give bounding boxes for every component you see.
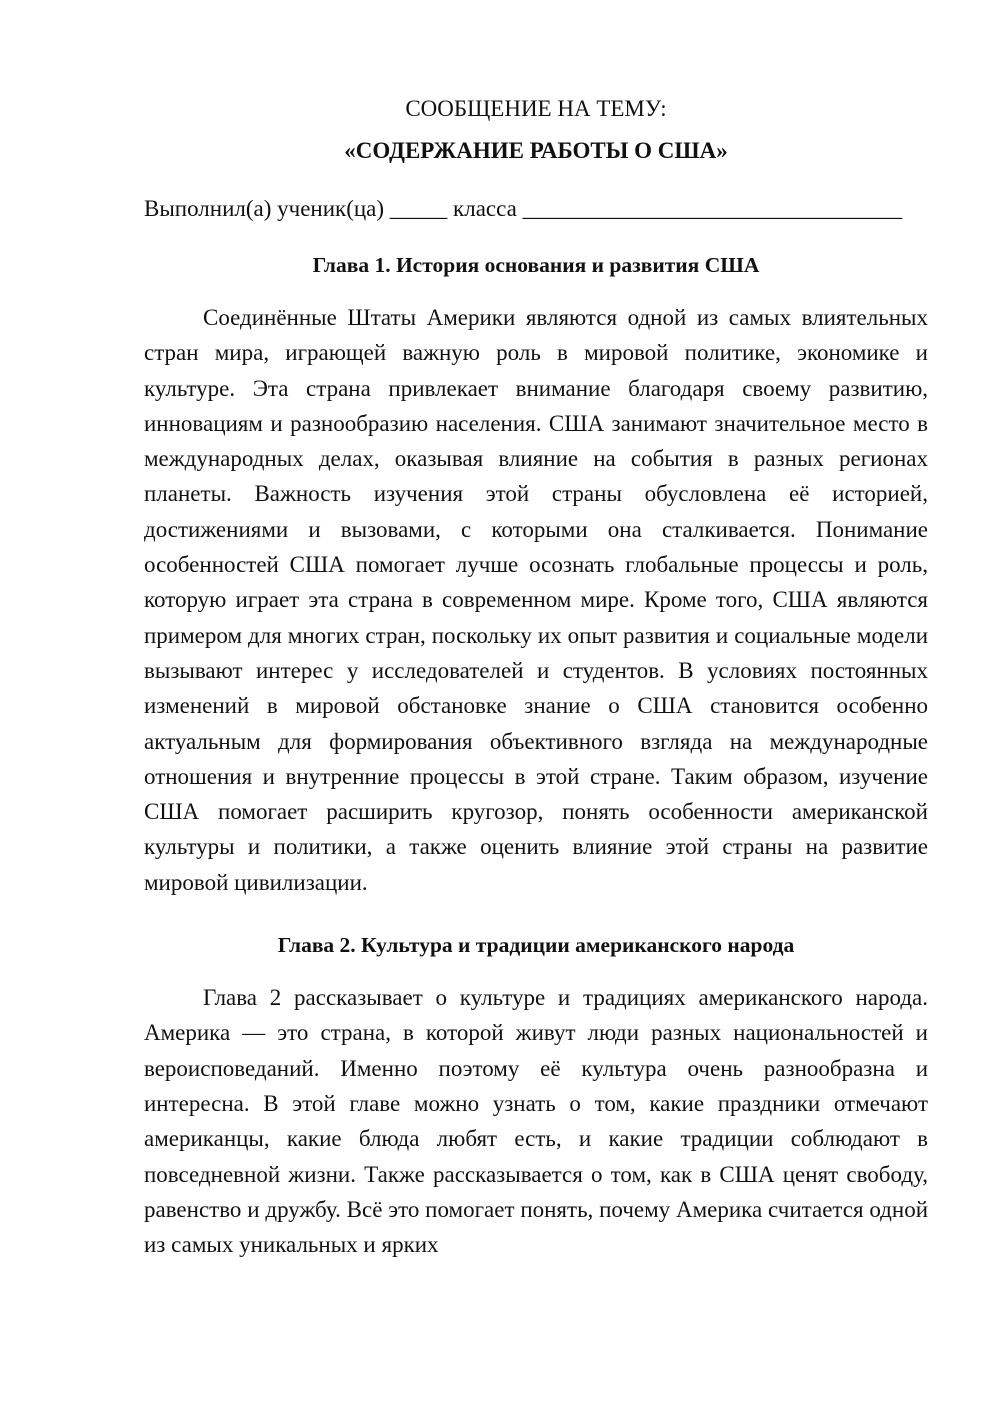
chapter-2-heading: Глава 2. Культура и традиции американского народа: [277, 933, 795, 958]
chapter-1-paragraph: Соединённые Штаты Америки являются одной из самых влиятельных стран мира, играющей важную роль в мировой политике, экономике и культуре. Эта страна привлекает внимание благодаря своему развитию, инновациям и разнообразию населения. США занимают значительное место в международных делах, оказывая влияние на события в разных регионах планеты. Важность изучения этой страны обусловлена её историей, достижениями и вызовами, с которыми она сталкивается. Понимание особенностей США помогает лучше осознать глобальные процессы и роль, которую играет эта страна в современном мире. Кроме того, США являются примером для многих стран, поскольку их опыт развития и социальные модели вызывают интерес у исследователей и студентов. В условиях постоянных изменений в мировой обстановке знание о США становится особенно актуальным для формирования объективного взгляда на международные отношения и внутренние процессы в этой стране. Таким образом, изучение США помогает расширить кругозор, понять особенности американской культуры и политики, а также оценить влияние этой страны на развитие мировой цивилизации.: [144, 305, 928, 895]
author-line: Выполнил(а) ученик(ца) _____ класса _________________________________: [144, 196, 903, 221]
chapter-2-paragraph: Глава 2 рассказывает о культуре и традициях американского народа. Америка — это страна, в которой живут люди разных национальностей и вероисповеданий. Именно поэтому её культура очень разнообразна и интересна. В этой главе можно узнать о том, какие праздники отмечают американцы, какие блюда любят есть, и какие традиции соблюдают в повседневной жизни. Также рассказывается о том, как в США ценят свободу, равенство и дружбу. Всё это помогает понять, почему Америка считается одной из самых уникальных и ярких: [144, 985, 928, 1258]
document-title-line-2: «СОДЕРЖАНИЕ РАБОТЫ О США»: [344, 138, 728, 163]
document-title-line-1: СООБЩЕНИЕ НА ТЕМУ:: [405, 96, 667, 121]
chapter-1-heading: Глава 1. История основания и развития США: [312, 253, 760, 277]
document-page: [144, 90, 928, 1262]
